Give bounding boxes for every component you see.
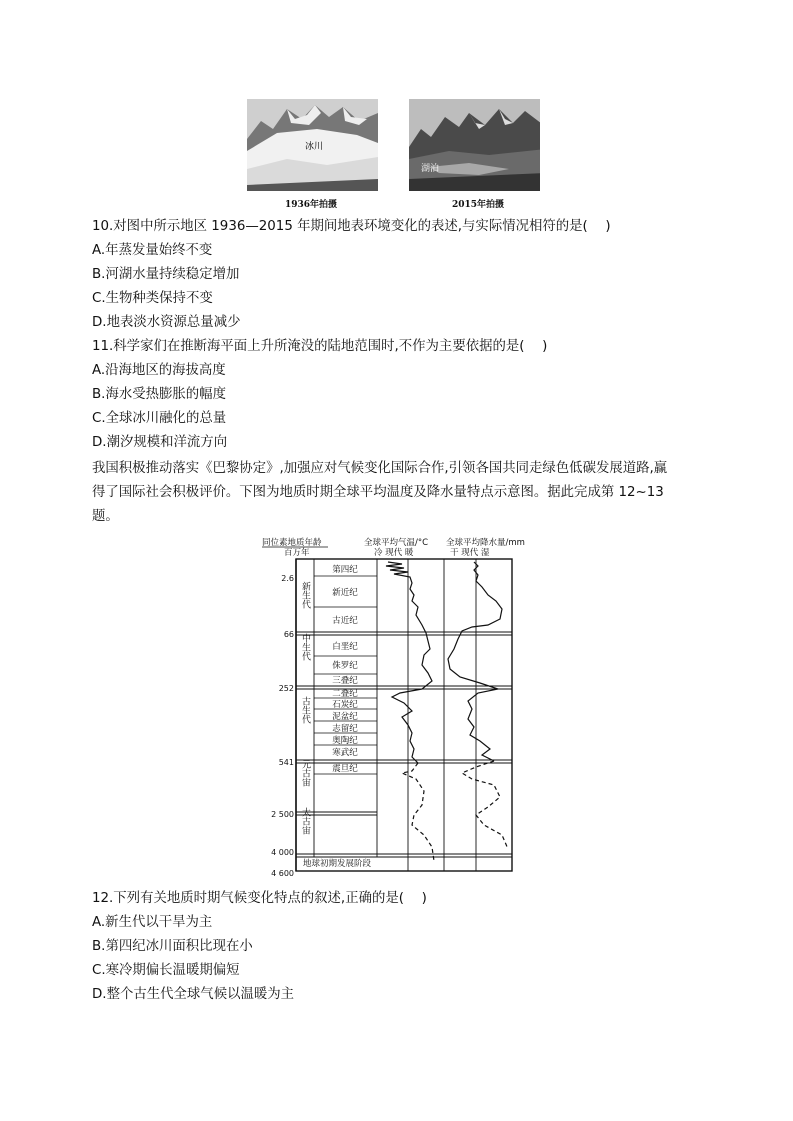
header-precip: 全球平均降水量/mm	[446, 538, 525, 548]
header-temp: 全球平均气温/°C	[364, 538, 429, 548]
era-label-paleozoic: 古生代	[300, 696, 310, 724]
intro-line-1: 我国积极推动落实《巴黎协定》,加强应对气候变化国际合作,引领各国共同走绿色低碳发展道路,赢	[92, 461, 668, 476]
era-label-archean: 太古宙	[300, 807, 310, 835]
age-label: 541	[278, 758, 294, 767]
q12-stem: 12.下列有关地质时期气候变化特点的叙述,正确的是( )	[92, 891, 427, 906]
precip-scale: 干 现代 湿	[450, 548, 490, 558]
q10-stem: 10.对图中所示地区 1936—2015 年期间地表环境变化的表述,与实际情况相符的是( )	[92, 219, 611, 234]
q11-option-d: D.潮汐规模和洋流方向	[92, 435, 228, 450]
era-label-mesozoic: 中生代	[300, 633, 310, 661]
period-label: 新近纪	[332, 588, 358, 598]
q11-option-a: A.沿海地区的海拔高度	[92, 363, 226, 378]
lake-photo-2015	[409, 99, 540, 191]
age-label: 252	[278, 684, 294, 693]
geologic-climate-figure	[262, 535, 528, 880]
age-label: 4 600	[271, 869, 294, 878]
glacier-label: 冰川	[305, 142, 324, 152]
era-label-cenozoic: 新生代	[300, 581, 310, 609]
glacier-photo-1936	[247, 99, 378, 191]
q10-option-b: B.河湖水量持续稳定增加	[92, 267, 240, 282]
q12-option-a: A.新生代以干旱为主	[92, 915, 213, 930]
precipitation-curve	[448, 562, 502, 761]
q11-option-b: B.海水受热膨胀的幅度	[92, 387, 226, 402]
period-label: 寒武纪	[332, 748, 358, 758]
q11-option-c: C.全球冰川融化的总量	[92, 411, 227, 426]
period-label: 二叠纪	[332, 689, 358, 699]
temp-scale: 冷 现代 暖	[374, 548, 414, 558]
intro-line-3: 题。	[92, 509, 119, 524]
era-label-proterozoic: 元古宙	[300, 759, 310, 787]
age-label: 4 000	[271, 848, 294, 857]
age-label: 2.6	[281, 574, 294, 583]
q12-option-b: B.第四纪冰川面积比现在小	[92, 939, 253, 954]
period-label: 泥盆纪	[332, 712, 358, 722]
header-unit: 百万年	[284, 548, 310, 558]
period-label: 第四纪	[332, 565, 358, 575]
q10-option-d: D.地表淡水资源总量减少	[92, 315, 241, 330]
lake-label: 湖泊	[421, 164, 440, 174]
photo-caption-1936: 1936年拍摄	[285, 200, 338, 210]
period-label: 震旦纪	[332, 764, 358, 774]
period-label: 古近纪	[332, 616, 358, 626]
period-label: 白垩纪	[332, 642, 358, 652]
period-label: 侏罗纪	[332, 661, 358, 671]
q10-option-a: A.年蒸发量始终不变	[92, 243, 213, 258]
period-label: 奥陶纪	[332, 736, 358, 746]
period-label: 三叠纪	[332, 676, 358, 686]
q11-stem: 11.科学家们在推断海平面上升所淹没的陆地范围时,不作为主要依据的是( )	[92, 339, 548, 354]
period-label: 志留纪	[332, 724, 358, 734]
temperature-curve	[386, 562, 432, 763]
photo-caption-2015: 2015年拍摄	[452, 200, 505, 210]
precipitation-curve-estimated	[462, 761, 508, 849]
intro-paragraph	[92, 457, 688, 529]
q10-option-c: C.生物种类保持不变	[92, 291, 213, 306]
age-label: 2 500	[271, 810, 294, 819]
early-stage-label: 地球初期发展阶段	[302, 859, 372, 869]
period-label: 石炭纪	[332, 700, 358, 710]
q12-option-d: D.整个古生代全球气候以温暖为主	[92, 987, 295, 1002]
intro-line-2: 得了国际社会积极评价。下图为地质时期全球平均温度及降水量特点示意图。据此完成第 12~13	[92, 485, 664, 500]
header-age: 同位素地质年龄	[262, 538, 322, 548]
q12-option-c: C.寒冷期偏长温暖期偏短	[92, 963, 240, 978]
age-label: 66	[283, 630, 294, 639]
temperature-curve-estimated	[402, 763, 434, 861]
